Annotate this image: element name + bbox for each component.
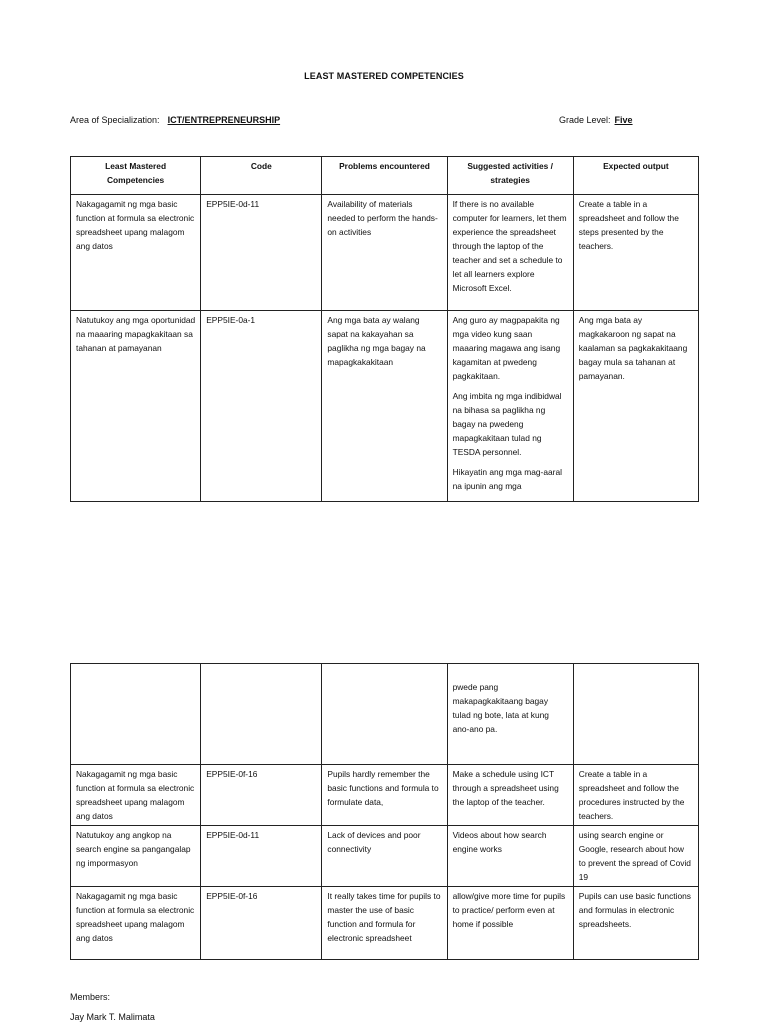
competency-cell <box>71 664 201 765</box>
table-row <box>71 664 699 765</box>
activity-text: If there is no available computer for learners, let them experience the spreadsheet through the laptop of the teacher and set a schedule to let all learners explore Microsoft Excel. <box>452 199 567 293</box>
output-cell: Create a table in a spreadsheet and follow the steps presented by the teachers. <box>573 195 698 311</box>
activity-text: Ang imbita ng mga indibidwal na bihasa sa paglikha ng bagay na pwedeng mapagkakitaan tulad ng TESDA personnel. <box>452 391 562 457</box>
competency-cell: Nakagagamit ng mga basic function at formula sa electronic spreadsheet upang malagom ang datos <box>71 765 201 826</box>
activity-text: Hikayatin ang mga mag-aaral na ipunin ang mga <box>452 467 562 491</box>
grade-value: Five <box>614 115 633 125</box>
header-expected-output: Expected output <box>573 157 698 195</box>
table-row <box>71 311 699 502</box>
competency-cell: Natutukoy ang angkop na search engine sa pangangalap ng impormasyon <box>71 826 201 887</box>
table-row <box>71 195 699 311</box>
header-activities: Suggested activities / strategies <box>447 157 573 195</box>
activities-cell <box>447 765 573 826</box>
competencies-table-page1 <box>70 156 699 502</box>
problem-cell: Ang mga bata ay walang sapat na kakayahan sa paglikha ng mga bagay na mapagkakakitaan <box>322 311 447 502</box>
area-of-specialization <box>70 115 280 125</box>
members-label: Members: <box>70 992 111 1002</box>
grade-label: Grade Level: <box>559 115 611 125</box>
competency-cell: Nakagagamit ng mga basic function at formula sa electronic spreadsheet upang malagom ang datos <box>71 887 201 960</box>
problem-cell: Availability of materials needed to perform the hands-on activities <box>322 195 447 311</box>
problem-cell: Lack of devices and poor connectivity <box>322 826 447 887</box>
activities-cell <box>447 311 573 502</box>
problem-cell: It really takes time for pupils to master the use of basic function and formula for electronic spreadsheet <box>322 887 447 960</box>
header-problems: Problems encountered <box>322 157 447 195</box>
problem-cell <box>322 664 447 765</box>
table-header-row <box>71 157 699 195</box>
table-row <box>71 765 699 826</box>
activity-text: Ang guro ay magpapakita ng mga video kung saan maaaring magawa ang isang kagamitan at pwedeng pagkakitaan. <box>452 315 561 381</box>
area-label: Area of Specialization: <box>70 115 160 125</box>
activity-text: allow/give more time for pupils to practice/ perform even at home if possible <box>452 891 566 929</box>
problem-cell: Pupils hardly remember the basic functions and formula to formulate data, <box>322 765 447 826</box>
area-value: ICT/ENTREPRENEURSHIP <box>167 115 281 125</box>
competencies-table-page2 <box>70 663 699 960</box>
code-cell: EPP5IE-0a-1 <box>201 311 322 502</box>
code-cell: EPP5IE-0d-11 <box>201 826 322 887</box>
header-code: Code <box>201 157 322 195</box>
activity-text: pwede pang makapagkakitaang bagay tulad ng bote, lata at kung ano-ano pa. <box>452 682 549 734</box>
table-row <box>71 887 699 960</box>
document-title: LEAST MASTERED COMPETENCIES <box>304 71 464 81</box>
output-cell: Ang mga bata ay magkakaroon ng sapat na kaalaman sa pagkakakitaang bagay mula sa tahanan at pamayanan. <box>573 311 698 502</box>
activities-cell <box>447 887 573 960</box>
grade-level <box>559 115 633 125</box>
competency-cell: Natutukoy ang mga oportunidad na maaaring mapagkakitaan sa tahanan at pamayanan <box>71 311 201 502</box>
member-name: Jay Mark T. Malimata <box>70 1012 155 1022</box>
table-row <box>71 826 699 887</box>
code-cell: EPP5IE-0f-16 <box>201 765 322 826</box>
activities-cell <box>447 195 573 311</box>
code-cell: EPP5IE-0d-11 <box>201 195 322 311</box>
competency-cell: Nakagagamit ng mga basic function at formula sa electronic spreadsheet upang malagom ang datos <box>71 195 201 311</box>
output-cell: Pupils can use basic functions and formulas in electronic spreadsheets. <box>573 887 698 960</box>
code-cell <box>201 664 322 765</box>
activity-text: Videos about how search engine works <box>452 830 547 854</box>
output-cell: using search engine or Google, research about how to prevent the spread of Covid 19 <box>573 826 698 887</box>
output-cell <box>573 664 698 765</box>
activities-cell <box>447 826 573 887</box>
code-cell: EPP5IE-0f-16 <box>201 887 322 960</box>
activities-cell <box>447 664 573 765</box>
header-competencies: Least Mastered Competencies <box>71 157 201 195</box>
output-cell: Create a table in a spreadsheet and follow the procedures instructed by the teachers. <box>573 765 698 826</box>
activity-text: Make a schedule using ICT through a spreadsheet using the laptop of the teacher. <box>452 769 559 807</box>
